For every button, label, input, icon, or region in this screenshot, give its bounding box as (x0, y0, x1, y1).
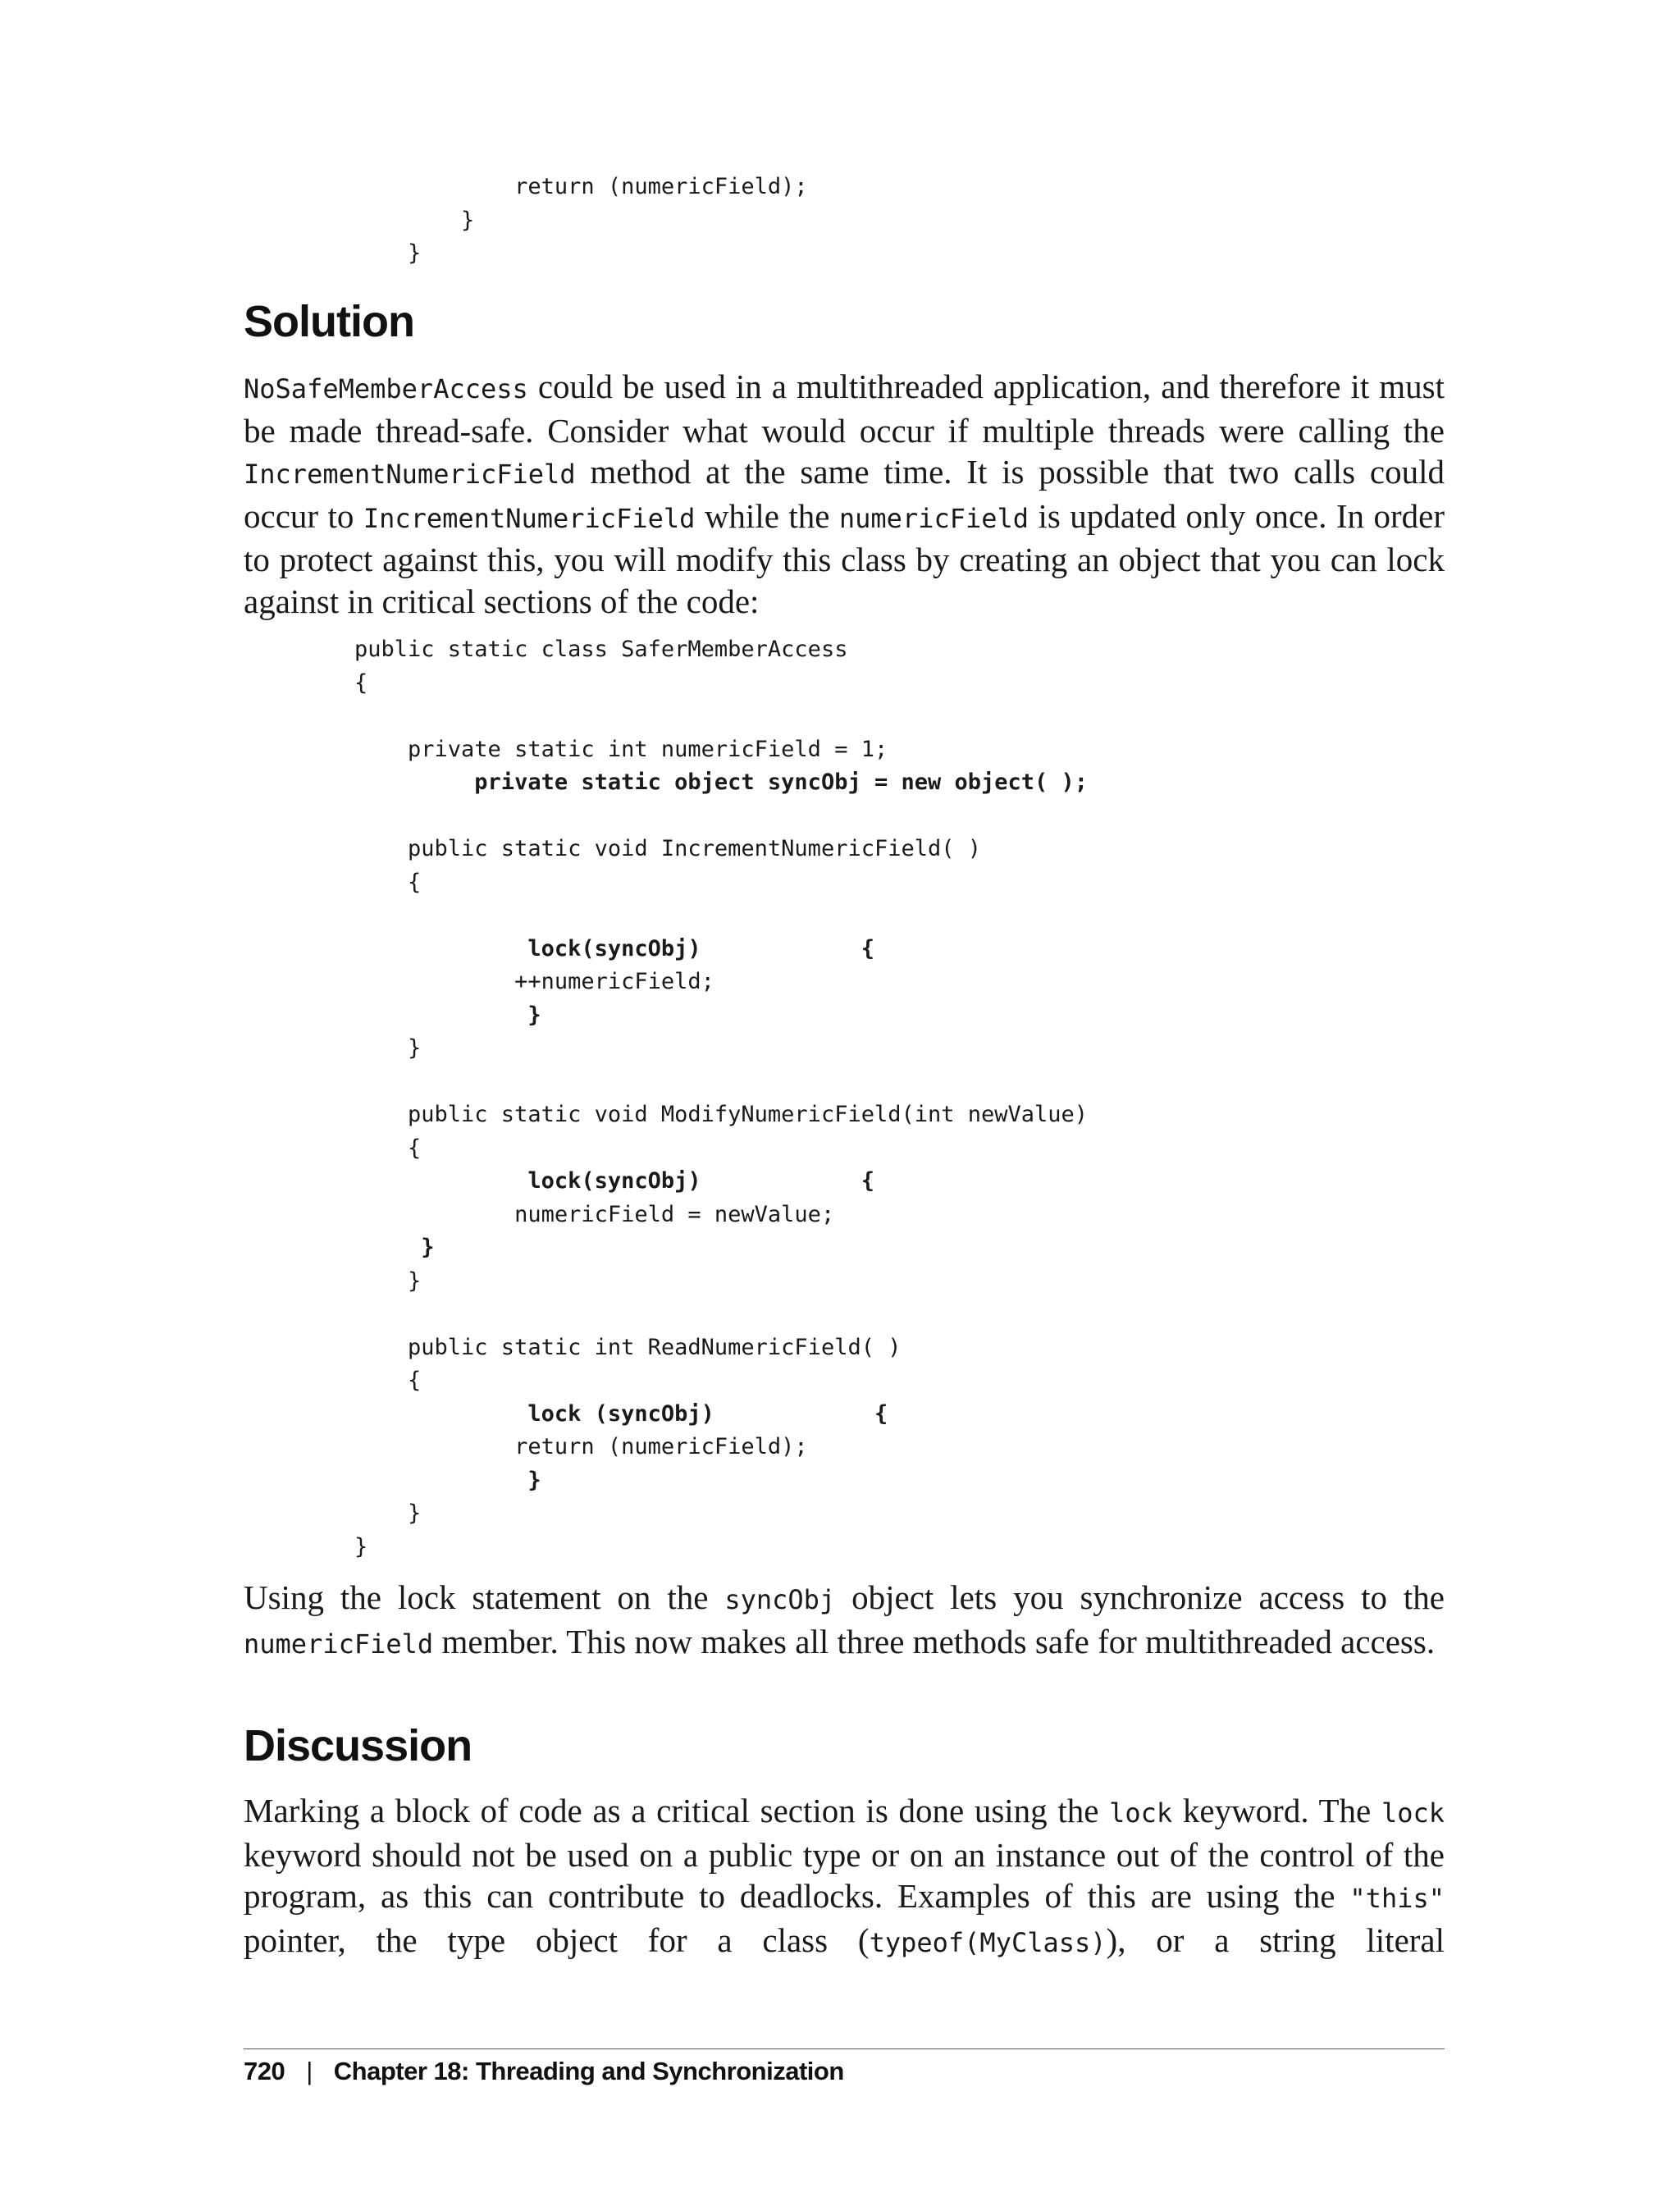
page-number: 720 (244, 2057, 285, 2085)
inline-code: IncrementNumericField (363, 502, 696, 534)
code-block-safer-member-access (354, 633, 1088, 1564)
inline-code: IncrementNumericField (244, 459, 576, 490)
footer-divider (244, 2048, 1445, 2049)
chapter-title: Chapter 18: Threading and Synchronization (333, 2057, 844, 2085)
code-line: lock(syncObj) { (354, 1168, 874, 1194)
discussion-heading: Discussion (244, 1721, 472, 1770)
code-line: public static class SaferMemberAccess (354, 637, 848, 662)
code-line: } (354, 1467, 541, 1493)
code-line: private static object syncObj = new object( ); (354, 770, 1089, 795)
code-line: ++numericField; (354, 969, 714, 994)
page-footer (244, 2051, 844, 2092)
inline-code: numericField (838, 502, 1029, 534)
code-line: { (354, 669, 368, 696)
code-line: public static int ReadNumericField( ) (354, 1334, 902, 1360)
code-line: } (354, 1235, 435, 1260)
inline-code: numericField (244, 1628, 434, 1660)
code-line: } (354, 207, 475, 233)
code-line: lock(syncObj) { (354, 935, 874, 961)
code-line (354, 899, 1088, 933)
code-line: numericField = newValue; (354, 1201, 835, 1227)
code-line (354, 1298, 1088, 1331)
inline-code: NoSafeMemberAccess (244, 373, 528, 404)
code-line: public static void IncrementNumericField( ) (354, 836, 982, 861)
solution-paragraph: NoSafeMemberAccess could be used in a multithreaded application, and therefore it must be made thread-safe. Consider what would occur if multiple threads were calling the IncrementNumericField method at the same time. It is possible that two calls could occur to IncrementNumericField while the numericField is updated only once. In order to protect against this, you will modify this class by creating an object that you can lock against in critical sections of the code: (244, 368, 1445, 620)
code-line: public static void ModifyNumericField(int newValue) (354, 1102, 1089, 1127)
inline-code: syncObj (724, 1584, 836, 1615)
code-line: } (354, 1035, 422, 1061)
discussion-paragraph: Marking a block of code as a critical section is done using the lock keyword. The lock keyword should not be used on a public type or on an instance out of the control of the program, as this can contribute to deadlocks. Examples of this are using the "this" pointer, the type object for a class (typeof(MyClass)), or a string literal (244, 1792, 1445, 1959)
footer-separator: | (306, 2057, 313, 2085)
code-line (354, 700, 1088, 733)
inline-code: typeof(MyClass) (869, 1926, 1107, 1958)
code-line: { (354, 1135, 422, 1161)
code-block-top (354, 171, 808, 271)
code-line: { (354, 869, 422, 895)
code-line: } (354, 1267, 422, 1294)
code-line: return (numericField); (354, 1434, 808, 1459)
inline-code: lock (1381, 1797, 1445, 1829)
code-line: } (354, 1500, 422, 1526)
code-line (354, 1066, 1088, 1099)
code-line: return (numericField); (354, 174, 808, 199)
solution-heading: Solution (244, 297, 414, 346)
inline-code: lock (1109, 1797, 1173, 1829)
code-line: lock (syncObj) { (354, 1400, 888, 1427)
code-line (354, 800, 1088, 834)
code-line: } (354, 240, 422, 266)
after-code-paragraph: Using the lock statement on the syncObj object lets you synchronize access to the numericField member. This now makes all three methods safe for multithreaded access. (244, 1578, 1445, 1660)
code-line: { (354, 1368, 422, 1393)
inline-code: "this" (1349, 1883, 1445, 1914)
code-line: private static int numericField = 1; (354, 736, 888, 762)
code-line: } (354, 1533, 368, 1560)
code-line: } (354, 1002, 541, 1028)
